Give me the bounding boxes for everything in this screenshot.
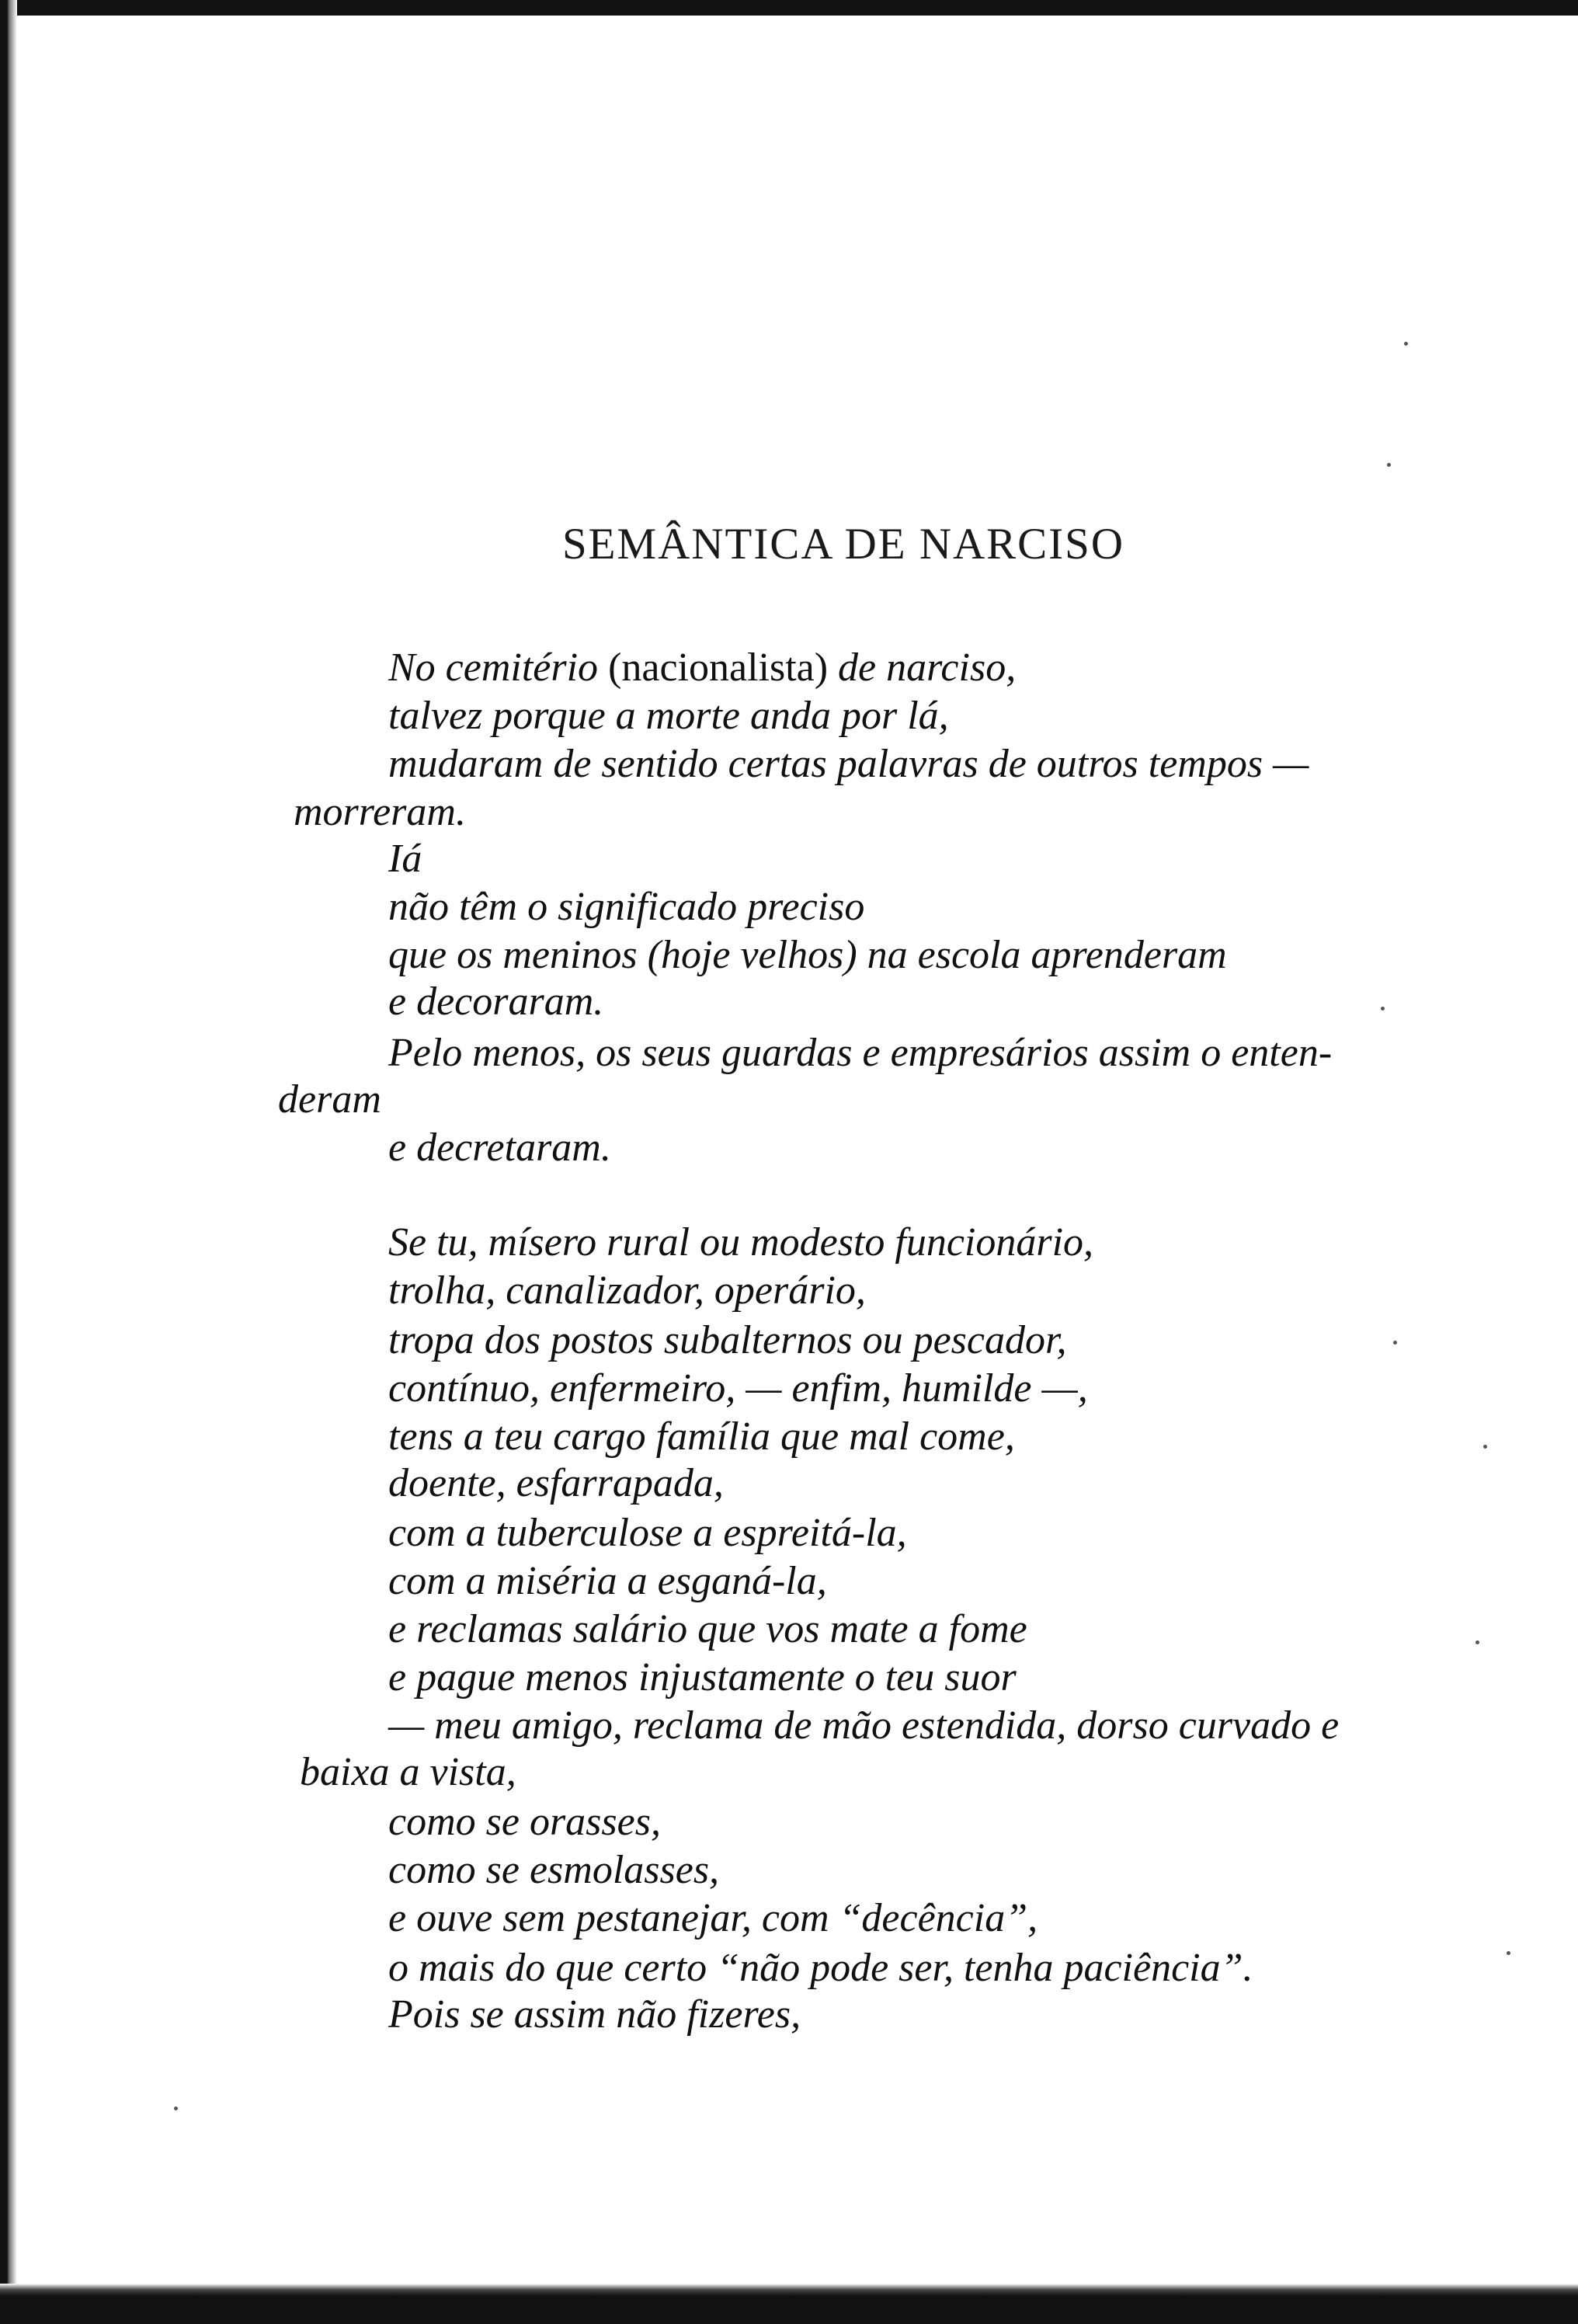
- scan-speck: [1381, 1007, 1385, 1011]
- poem-line: Pelo menos, os seus guardas e empresários assim o enten-: [388, 1031, 1333, 1075]
- poem-line: e reclamas salário que vos mate a fome: [388, 1607, 1027, 1651]
- poem-line: com a tuberculose a espreitá-la,: [388, 1511, 907, 1555]
- poem-line: mudaram de sentido certas palavras de outros tempos —: [388, 742, 1309, 786]
- poem-line: que os meninos (hoje velhos) na escola aprenderam: [388, 933, 1227, 977]
- poem-line: contínuo, enfermeiro, — enfim, humilde —,: [388, 1366, 1088, 1411]
- poem-line: tens a teu cargo família que mal come,: [388, 1414, 1015, 1459]
- scan-border-bottom: [0, 2284, 1578, 2324]
- poem-title: SEMÂNTICA DE NARCISO: [561, 520, 1125, 569]
- poem-line: [388, 645, 1017, 690]
- poem-line: baixa a vista,: [300, 1750, 516, 1794]
- scan-speck: [1475, 1640, 1479, 1644]
- scan-speck: [1404, 342, 1408, 346]
- poem-line: Pois se assim não fizeres,: [388, 1992, 801, 2037]
- poem-line-text: No cemitério: [388, 645, 609, 690]
- poem-line: não têm o significado preciso: [388, 885, 865, 929]
- poem-line: deram: [278, 1077, 381, 1122]
- poem-line: e decoraram.: [388, 979, 604, 1024]
- poem-line: Iá: [388, 837, 422, 881]
- poem-line: e pague menos injustamente o teu suor: [388, 1655, 1017, 1700]
- poem-line: como se esmolasses,: [388, 1848, 720, 1892]
- scan-speck: [1483, 1445, 1487, 1449]
- poem-line-text-roman: (nacionalista): [608, 645, 829, 690]
- poem-line: doente, esfarrapada,: [388, 1461, 724, 1505]
- poem-line: — meu amigo, reclama de mão estendida, dorso curvado e: [388, 1703, 1340, 1748]
- poem-line: trolha, canalizador, operário,: [388, 1268, 866, 1313]
- scan-border-left: [0, 0, 17, 2324]
- scan-speck: [1393, 1341, 1397, 1345]
- scan-speck: [174, 2107, 178, 2110]
- scan-speck: [1507, 1951, 1510, 1955]
- poem-line: tropa dos postos subalternos ou pescador,: [388, 1318, 1067, 1362]
- poem-line: morreram.: [294, 790, 466, 834]
- poem-line: e ouve sem pestanejar, com “decência”,: [388, 1896, 1038, 1940]
- poem-line: Se tu, mísero rural ou modesto funcionário,: [388, 1220, 1094, 1265]
- poem-line: e decretaram.: [388, 1125, 611, 1170]
- poem-line: com a miséria a esganá-la,: [388, 1559, 827, 1603]
- poem-line: o mais do que certo “não pode ser, tenha paciência”.: [388, 1946, 1253, 1990]
- poem-line: talvez porque a morte anda por lá,: [388, 694, 949, 738]
- scan-border-top: [0, 0, 1578, 16]
- poem-line: como se orasses,: [388, 1800, 661, 1844]
- scan-speck: [1387, 463, 1391, 467]
- poem-line-text: de narciso,: [828, 645, 1017, 690]
